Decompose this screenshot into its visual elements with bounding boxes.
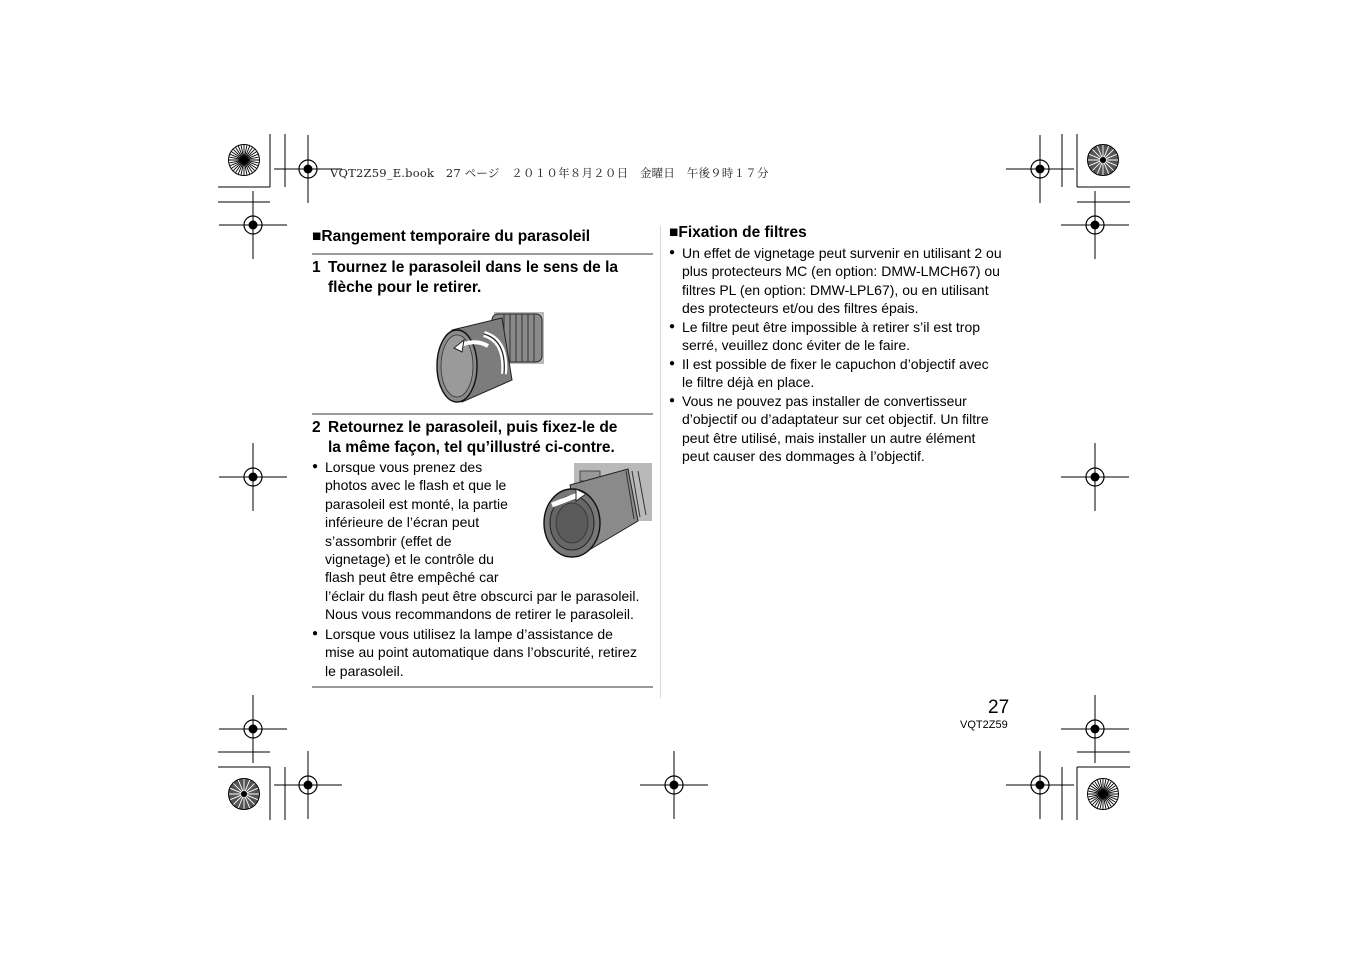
text-line: serré, veuillez donc éviter de le faire. (682, 337, 910, 354)
text-line: Nous vous recommandons de retirer le parasoleil. (325, 606, 634, 623)
document-code: VQT2Z59 (960, 719, 1008, 731)
step-text-line: Tournez le parasoleil dans le sens de la (328, 259, 619, 276)
text-line: flash peut être empêché car (325, 569, 499, 586)
divider (312, 253, 653, 255)
divider (312, 686, 653, 688)
text-line: filtres PL (en option: DMW-LPL67), ou en utilisant (682, 281, 989, 298)
page-number: 27 (988, 697, 1010, 718)
text-line: peut être utilisé, mais installer un autre élément (682, 429, 976, 446)
text-line: photos avec le flash et que le (325, 477, 507, 494)
section-title-text: Fixation de filtres (678, 224, 807, 241)
text-line: parasoleil est monté, la partie (325, 495, 508, 512)
section-title-left (312, 228, 590, 246)
text-line: mise au point automatique dans l’obscurité, retirez (325, 644, 638, 661)
step-number: 1 (312, 259, 321, 276)
bullet-marker: ● (669, 321, 676, 332)
bullet-item (669, 355, 1014, 392)
text-line: Lorsque vous prenez des (325, 459, 483, 475)
text-line: Il est possible de fixer le capuchon d’objectif avec (682, 356, 989, 372)
text-line: Lorsque vous utilisez la lampe d’assistance de (325, 626, 613, 642)
lens-hood-removal-illustration (432, 310, 547, 406)
text-line: s’assombrir (effet de (325, 532, 452, 549)
text-line: vignetage) et le contrôle du (325, 551, 494, 568)
text-line: peut causer des dommages à l’objectif. (682, 448, 925, 465)
step-text-line: Retournez le parasoleil, puis fixez-le de (328, 419, 618, 436)
section-title-right (669, 224, 807, 242)
text-line: l’éclair du flash peut être obscurci par le parasoleil. (325, 587, 640, 604)
text-line: plus protecteurs MC (en option: DMW-LMCH67) ou (682, 263, 1000, 280)
divider (312, 413, 653, 415)
square-marker: ■ (312, 228, 322, 245)
text-line: d’objectif ou d’adaptateur sur cet objectif. Un filtre (682, 411, 989, 428)
bullet-marker: ● (312, 628, 319, 639)
text-line: Un effet de vignetage peut survenir en utilisant 2 ou (682, 245, 1002, 261)
reversed-hood-illustration (540, 463, 652, 561)
section-title-text: Rangement temporaire du parasoleil (321, 228, 591, 245)
text-line: le filtre déjà en place. (682, 374, 815, 391)
text-line: Vous ne pouvez pas installer de convertisseur (682, 393, 967, 409)
bullet-item (669, 392, 1014, 466)
print-header: VQT2Z59_E.book 27 ページ ２０１０年８月２０日 金曜日 午後９時１７分 (330, 166, 769, 180)
square-marker: ■ (669, 224, 679, 241)
step-text-line: la même façon, tel qu’illustré ci-contre. (328, 439, 615, 456)
bullet-marker: ● (669, 247, 676, 258)
column-divider (660, 226, 661, 698)
step-number: 2 (312, 419, 321, 436)
step-2 (312, 418, 652, 460)
step-1 (312, 258, 652, 300)
bullet-item (312, 625, 657, 681)
step-text-line: flèche pour le retirer. (328, 279, 482, 296)
text-line: le parasoleil. (325, 662, 404, 679)
text-line: inférieure de l’écran peut (325, 514, 480, 531)
bullet-marker: ● (669, 395, 676, 406)
bullet-item (669, 318, 1014, 355)
text-line: des protecteurs et/ou des filtres épais. (682, 300, 919, 317)
bullet-marker: ● (669, 358, 676, 369)
bullet-item (669, 244, 1014, 318)
text-line: Le filtre peut être impossible à retirer s’il est trop (682, 319, 981, 335)
bullet-marker: ● (312, 461, 319, 472)
